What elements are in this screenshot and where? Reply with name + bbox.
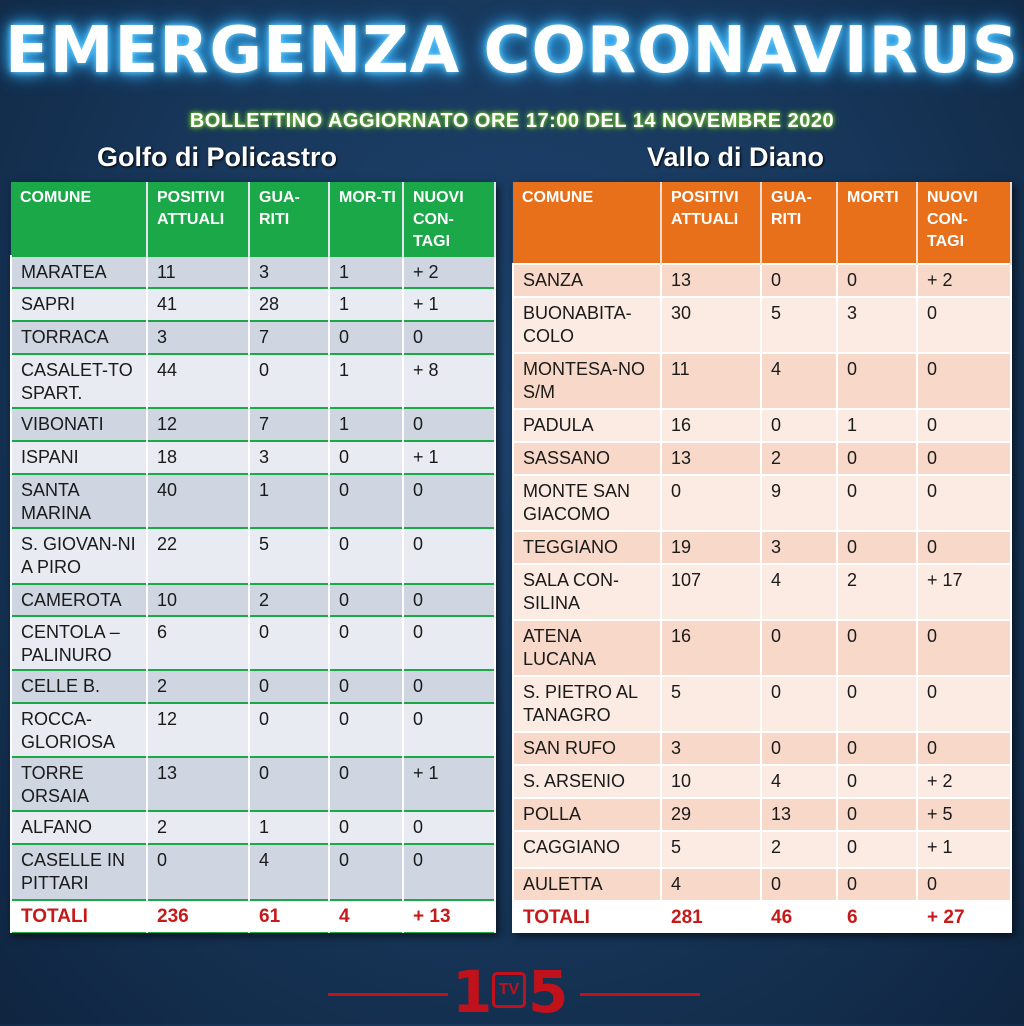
value-cell: 0 <box>837 765 917 798</box>
table-row <box>513 264 1011 297</box>
golfo-header-cell: MOR-TI <box>329 182 403 256</box>
value-cell: 3 <box>761 531 837 564</box>
value-cell: 3 <box>249 441 329 474</box>
value-cell: 0 <box>837 531 917 564</box>
value-cell: 13 <box>147 757 249 811</box>
table-row <box>513 297 1011 353</box>
value-cell: 0 <box>403 474 495 528</box>
value-cell: 0 <box>761 676 837 732</box>
value-cell: 0 <box>837 353 917 409</box>
value-cell: 0 <box>917 353 1011 409</box>
value-cell: 0 <box>837 676 917 732</box>
value-cell: 0 <box>917 475 1011 531</box>
value-cell: 4 <box>761 353 837 409</box>
comune-cell: MONTESA-NO S/M <box>513 353 661 409</box>
value-cell: 0 <box>837 475 917 531</box>
value-cell: 4 <box>249 844 329 900</box>
value-cell: 0 <box>329 811 403 844</box>
value-cell: 0 <box>837 798 917 831</box>
table-row <box>11 670 495 703</box>
vallo-section-title: Vallo di Diano <box>647 142 825 172</box>
totals-value: + 27 <box>917 901 1011 933</box>
value-cell: 3 <box>661 732 761 765</box>
table-row <box>11 288 495 321</box>
table-row <box>11 616 495 670</box>
totals-value: 281 <box>661 901 761 933</box>
totals-value: 4 <box>329 900 403 932</box>
comune-cell: CAGGIANO <box>513 831 661 868</box>
value-cell: 11 <box>147 256 249 288</box>
value-cell: 0 <box>761 409 837 442</box>
value-cell: 6 <box>147 616 249 670</box>
value-cell: 0 <box>403 321 495 354</box>
comune-cell: BUONABITA-COLO <box>513 297 661 353</box>
logo-digit-left: 1 <box>452 958 493 1026</box>
golfo-header-cell: POSITIVI ATTUALI <box>147 182 249 256</box>
comune-cell: CENTOLA – PALINURO <box>11 616 147 670</box>
value-cell: 0 <box>917 297 1011 353</box>
golfo-header-cell: COMUNE <box>11 182 147 256</box>
value-cell: 10 <box>147 584 249 616</box>
value-cell: 0 <box>403 670 495 703</box>
comune-cell: CELLE B. <box>11 670 147 703</box>
golfo-table <box>10 182 496 933</box>
comune-cell: TORRACA <box>11 321 147 354</box>
golfo-header-cell: GUA-RITI <box>249 182 329 256</box>
value-cell: 2 <box>837 564 917 620</box>
table-row <box>513 732 1011 765</box>
value-cell: 1 <box>329 354 403 408</box>
value-cell: 0 <box>403 703 495 757</box>
value-cell: 0 <box>329 474 403 528</box>
value-cell: 29 <box>661 798 761 831</box>
value-cell: 9 <box>761 475 837 531</box>
value-cell: 4 <box>761 564 837 620</box>
value-cell: + 1 <box>403 288 495 321</box>
comune-cell: MARATEA <box>11 256 147 288</box>
vallo-header-cell: COMUNE <box>513 182 661 264</box>
value-cell: 0 <box>329 321 403 354</box>
table-row <box>513 765 1011 798</box>
value-cell: + 2 <box>403 256 495 288</box>
comune-cell: ROCCA-GLORIOSA <box>11 703 147 757</box>
table-row <box>11 441 495 474</box>
vallo-header-cell: MORTI <box>837 182 917 264</box>
vallo-header-cell: NUOVI CON-TAGI <box>917 182 1011 264</box>
value-cell: 2 <box>147 670 249 703</box>
value-cell: + 1 <box>917 831 1011 868</box>
table-row <box>11 528 495 584</box>
value-cell: 2 <box>761 831 837 868</box>
value-cell: 5 <box>661 676 761 732</box>
value-cell: + 1 <box>403 441 495 474</box>
value-cell: 0 <box>661 475 761 531</box>
value-cell: 0 <box>917 409 1011 442</box>
comune-cell: VIBONATI <box>11 408 147 441</box>
table-row <box>11 256 495 288</box>
value-cell: + 5 <box>917 798 1011 831</box>
table-row <box>11 703 495 757</box>
value-cell: 0 <box>329 844 403 900</box>
comune-cell: SAN RUFO <box>513 732 661 765</box>
value-cell: 1 <box>329 256 403 288</box>
value-cell: 2 <box>147 811 249 844</box>
value-cell: 0 <box>917 868 1011 901</box>
value-cell: 0 <box>837 831 917 868</box>
value-cell: 0 <box>837 264 917 297</box>
value-cell: 0 <box>329 757 403 811</box>
totals-label: TOTALI <box>513 901 661 933</box>
value-cell: 0 <box>329 616 403 670</box>
table-row <box>513 798 1011 831</box>
comune-cell: CAMEROTA <box>11 584 147 616</box>
value-cell: 19 <box>661 531 761 564</box>
value-cell: 4 <box>661 868 761 901</box>
value-cell: 0 <box>147 844 249 900</box>
value-cell: 0 <box>249 703 329 757</box>
value-cell: 28 <box>249 288 329 321</box>
value-cell: 0 <box>249 757 329 811</box>
value-cell: 3 <box>837 297 917 353</box>
value-cell: 12 <box>147 703 249 757</box>
value-cell: 10 <box>661 765 761 798</box>
table-row <box>11 757 495 811</box>
value-cell: 0 <box>249 354 329 408</box>
comune-cell: ISPANI <box>11 441 147 474</box>
value-cell: 0 <box>249 670 329 703</box>
table-row <box>513 868 1011 901</box>
comune-cell: CASALET-TO SPART. <box>11 354 147 408</box>
vallo-header-cell: POSITIVI ATTUALI <box>661 182 761 264</box>
value-cell: 0 <box>403 408 495 441</box>
table-row <box>11 354 495 408</box>
golfo-section-title: Golfo di Policastro <box>97 142 338 172</box>
value-cell: 0 <box>917 442 1011 475</box>
value-cell: 0 <box>917 732 1011 765</box>
value-cell: 0 <box>761 620 837 676</box>
value-cell: 0 <box>837 868 917 901</box>
value-cell: 5 <box>661 831 761 868</box>
golfo-header-cell: NUOVI CON-TAGI <box>403 182 495 256</box>
value-cell: 30 <box>661 297 761 353</box>
value-cell: 0 <box>917 620 1011 676</box>
table-row <box>513 531 1011 564</box>
comune-cell: PADULA <box>513 409 661 442</box>
table-row <box>11 321 495 354</box>
table-row <box>11 584 495 616</box>
value-cell: 107 <box>661 564 761 620</box>
value-cell: 7 <box>249 321 329 354</box>
comune-cell: S. GIOVAN-NI A PIRO <box>11 528 147 584</box>
value-cell: 41 <box>147 288 249 321</box>
value-cell: 1 <box>249 474 329 528</box>
value-cell: 0 <box>917 676 1011 732</box>
value-cell: 0 <box>249 616 329 670</box>
comune-cell: S. PIETRO AL TANAGRO <box>513 676 661 732</box>
table-row <box>513 620 1011 676</box>
comune-cell: TORRE ORSAIA <box>11 757 147 811</box>
totals-value: + 13 <box>403 900 495 932</box>
value-cell: 16 <box>661 409 761 442</box>
value-cell: 0 <box>403 584 495 616</box>
comune-cell: AULETTA <box>513 868 661 901</box>
value-cell: 0 <box>761 868 837 901</box>
vallo-header-cell: GUA-RITI <box>761 182 837 264</box>
value-cell: 0 <box>329 670 403 703</box>
comune-cell: SASSANO <box>513 442 661 475</box>
table-row <box>11 844 495 900</box>
value-cell: + 17 <box>917 564 1011 620</box>
value-cell: 0 <box>403 844 495 900</box>
value-cell: 1 <box>329 288 403 321</box>
comune-cell: SALA CON-SILINA <box>513 564 661 620</box>
value-cell: 0 <box>837 442 917 475</box>
comune-cell: SANZA <box>513 264 661 297</box>
totals-label: TOTALI <box>11 900 147 932</box>
tv-logo <box>328 958 700 1026</box>
table-row <box>11 811 495 844</box>
comune-cell: SANTA MARINA <box>11 474 147 528</box>
comune-cell: SAPRI <box>11 288 147 321</box>
value-cell: 11 <box>661 353 761 409</box>
value-cell: 0 <box>403 811 495 844</box>
vallo-table <box>512 182 1012 933</box>
value-cell: 3 <box>147 321 249 354</box>
value-cell: 0 <box>329 441 403 474</box>
value-cell: 1 <box>249 811 329 844</box>
value-cell: 0 <box>837 732 917 765</box>
comune-cell: ATENA LUCANA <box>513 620 661 676</box>
table-row <box>513 475 1011 531</box>
value-cell: 12 <box>147 408 249 441</box>
value-cell: 13 <box>661 442 761 475</box>
value-cell: 5 <box>761 297 837 353</box>
value-cell: 1 <box>329 408 403 441</box>
bulletin-subtitle: BOLLETTINO AGGIORNATO ORE 17:00 DEL 14 NOVEMBRE 2020 <box>189 110 835 132</box>
value-cell: 0 <box>329 528 403 584</box>
table-row <box>11 408 495 441</box>
totals-row <box>513 901 1011 933</box>
logo-digit-right: 5 <box>528 958 569 1026</box>
totals-value: 46 <box>761 901 837 933</box>
logo-line-right <box>580 993 700 996</box>
comune-cell: MONTE SAN GIACOMO <box>513 475 661 531</box>
value-cell: 0 <box>761 732 837 765</box>
value-cell: 2 <box>761 442 837 475</box>
comune-cell: POLLA <box>513 798 661 831</box>
table-row <box>513 353 1011 409</box>
table-row <box>513 831 1011 868</box>
table-row <box>513 442 1011 475</box>
totals-row <box>11 900 495 932</box>
value-cell: 16 <box>661 620 761 676</box>
table-row <box>513 676 1011 732</box>
value-cell: 4 <box>761 765 837 798</box>
value-cell: 44 <box>147 354 249 408</box>
comune-cell: CASELLE IN PITTARI <box>11 844 147 900</box>
comune-cell: S. ARSENIO <box>513 765 661 798</box>
value-cell: 0 <box>329 584 403 616</box>
value-cell: + 2 <box>917 765 1011 798</box>
value-cell: 0 <box>837 620 917 676</box>
value-cell: 7 <box>249 408 329 441</box>
logo-tv-mark: TV <box>492 972 526 1008</box>
value-cell: 0 <box>403 616 495 670</box>
value-cell: 0 <box>329 703 403 757</box>
comune-cell: TEGGIANO <box>513 531 661 564</box>
value-cell: 3 <box>249 256 329 288</box>
value-cell: 13 <box>761 798 837 831</box>
value-cell: 0 <box>403 528 495 584</box>
value-cell: 22 <box>147 528 249 584</box>
comune-cell: ALFANO <box>11 811 147 844</box>
value-cell: + 1 <box>403 757 495 811</box>
value-cell: 2 <box>249 584 329 616</box>
value-cell: 13 <box>661 264 761 297</box>
totals-value: 236 <box>147 900 249 932</box>
value-cell: 18 <box>147 441 249 474</box>
value-cell: + 2 <box>917 264 1011 297</box>
totals-value: 61 <box>249 900 329 932</box>
logo-line-left <box>328 993 448 996</box>
value-cell: 40 <box>147 474 249 528</box>
totals-value: 6 <box>837 901 917 933</box>
table-row <box>11 474 495 528</box>
value-cell: 5 <box>249 528 329 584</box>
table-row <box>513 409 1011 442</box>
value-cell: 1 <box>837 409 917 442</box>
page-title: EMERGENZA CORONAVIRUS <box>5 14 1019 88</box>
value-cell: 0 <box>761 264 837 297</box>
value-cell: + 8 <box>403 354 495 408</box>
value-cell: 0 <box>917 531 1011 564</box>
table-row <box>513 564 1011 620</box>
